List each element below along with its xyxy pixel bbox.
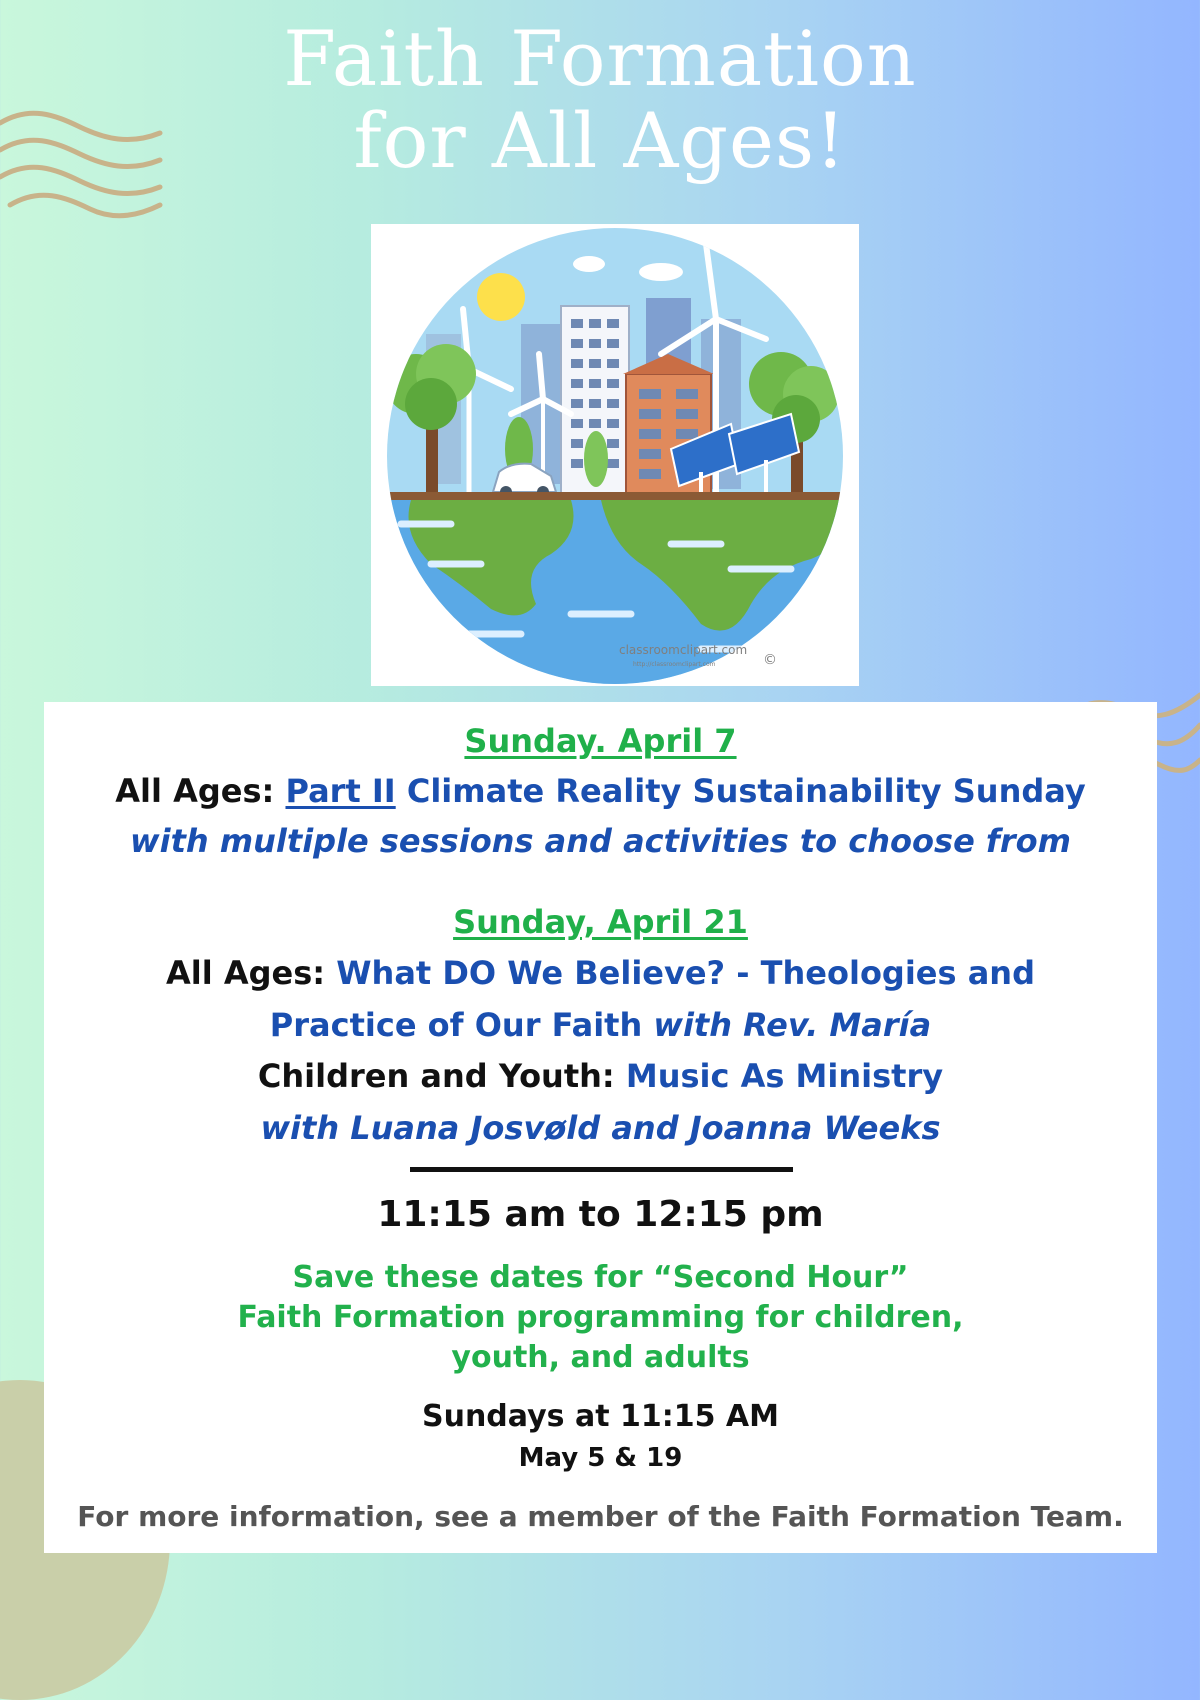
copyright-symbol: © [763,652,777,668]
event1-part-link[interactable]: Part II [285,772,396,810]
event2-title1b: Practice of Our Faith [269,1006,654,1044]
event2-audience1: All Ages: [166,954,326,992]
event2-audience2: Children and Youth: [257,1057,615,1095]
save-dates-line1: Save these dates for “Second Hour” [292,1260,909,1295]
event1-title-line [44,772,1157,810]
title-line-1: Faith Formation [283,14,917,103]
event1-subtitle: with multiple sessions and activities to choose from [130,822,1071,860]
event1-title: Climate Reality Sustainability Sunday [395,772,1086,810]
event-info-panel [44,702,1157,1553]
event1-audience: All Ages: [115,772,275,810]
watermark-text: classroomclipart.com [619,643,748,657]
divider [410,1167,793,1172]
event2-host1: with Rev. María [653,1006,932,1044]
save-dates-line2: Faith Formation programming for children, [237,1300,964,1335]
event2-title-line2 [44,1006,1157,1044]
event2-title-line1 [44,954,1157,992]
event2-title-line3 [44,1057,1157,1095]
page-title [0,14,1200,185]
event2-host2: with Luana Josvøld and Joanna Weeks [260,1109,941,1147]
watermark-url: http://classroomclipart.com [633,661,716,668]
event1-date: Sunday. April 7 [464,722,737,760]
event2-title2: Music As Ministry [614,1057,944,1095]
footer-note: For more information, see a member of the Faith Formation Team. [77,1500,1124,1533]
sustainable-earth-illustration [371,224,859,686]
sundays-dates: May 5 & 19 [518,1443,683,1473]
event2-date: Sunday, April 21 [453,903,748,941]
time-range: 11:15 am to 12:15 pm [377,1194,824,1235]
save-dates-line3: youth, and adults [451,1340,750,1375]
sun-icon [477,273,525,321]
sundays-label: Sundays at 11:15 AM [421,1399,779,1434]
title-line-2: for All Ages! [353,96,847,185]
event2-title1a: What DO We Believe? - Theologies and [325,954,1035,992]
earth-city-graphic [371,224,859,686]
